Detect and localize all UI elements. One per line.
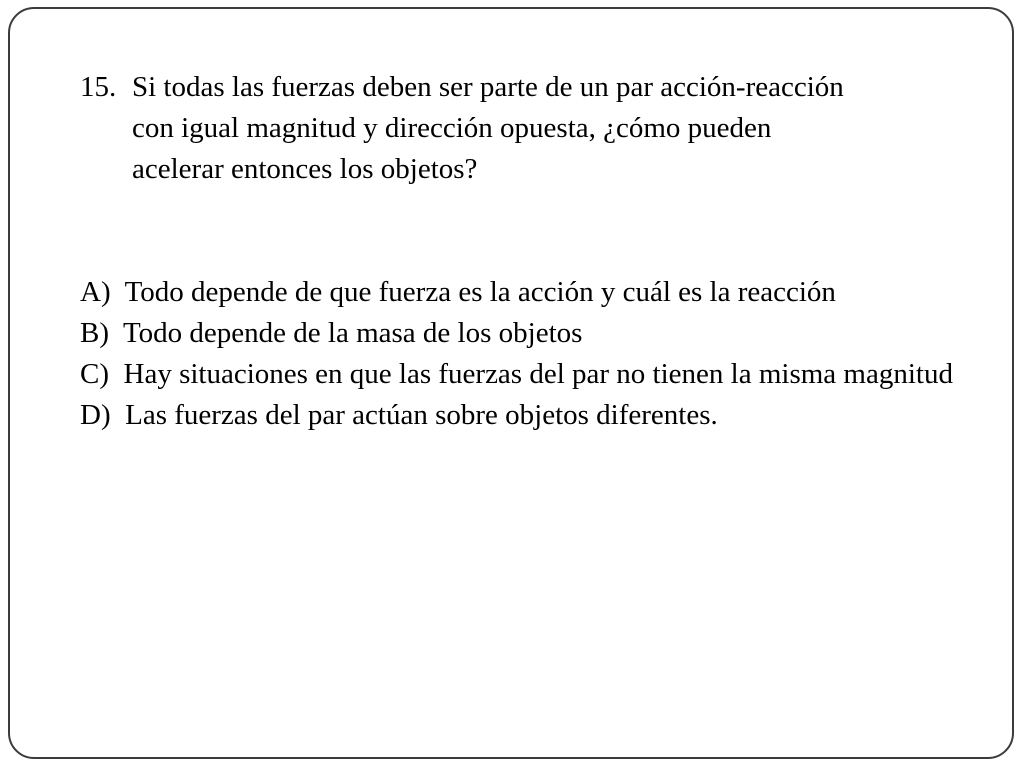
- question: [80, 67, 980, 190]
- option-a-letter: A): [80, 276, 111, 308]
- option-d-text: Las fuerzas del par actúan sobre objetos diferentes.: [125, 399, 718, 431]
- option-c-letter: C): [80, 358, 109, 390]
- option-d: [80, 395, 980, 436]
- option-b: [80, 313, 980, 354]
- option-b-text: Todo depende de la masa de los objetos: [122, 317, 583, 349]
- slide-frame: [8, 7, 1014, 759]
- slide-content: [80, 67, 980, 436]
- option-d-letter: D): [80, 399, 111, 431]
- option-a-text: Todo depende de que fuerza es la acción y cuál es la reacción: [124, 276, 836, 308]
- option-b-letter: B): [80, 317, 109, 349]
- question-text: Si todas las fuerzas deben ser parte de un par acción-reacción con igual magnitud y dirección opuesta, ¿cómo pueden acelerar entonces los objetos?: [132, 71, 844, 185]
- question-number: 15.: [80, 71, 117, 103]
- answer-options: [80, 272, 980, 436]
- option-a: [80, 272, 980, 313]
- option-c-text: Hay situaciones en que las fuerzas del par no tienen la misma magnitud: [123, 358, 953, 390]
- option-c: [80, 354, 980, 395]
